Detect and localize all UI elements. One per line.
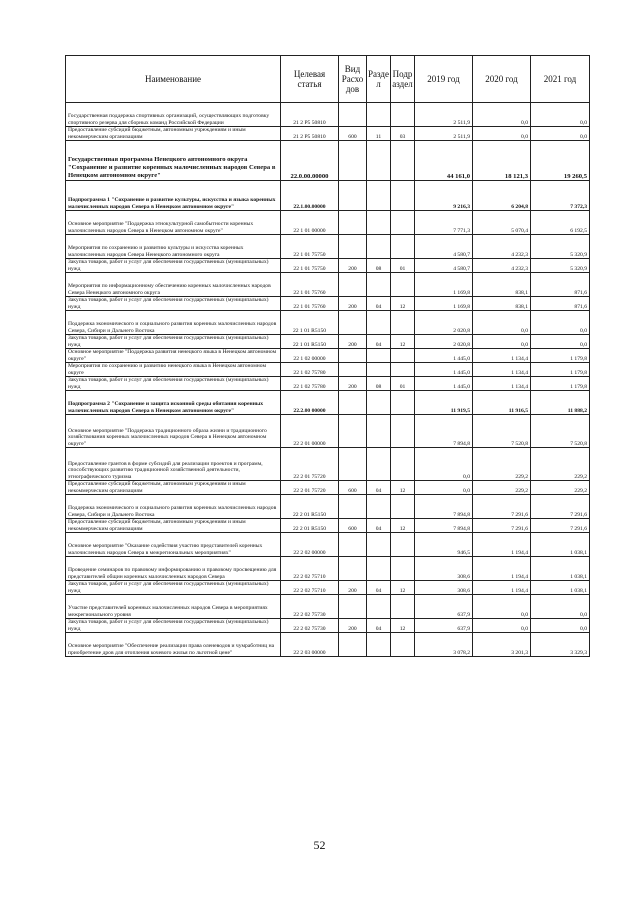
row-value-2019: 308,6 — [415, 581, 473, 595]
row-name: Мероприятия по сохранению и развитию культуры и искусства коренных малочисленных народов Севера Ненецкого автономного округа — [66, 235, 281, 259]
row-section — [367, 181, 391, 211]
table-row — [66, 141, 590, 181]
row-section — [367, 211, 391, 235]
row-value-2021: 229,2 — [531, 448, 590, 481]
row-target-article: 22 1 01 75750 — [281, 235, 339, 259]
row-name: Закупка товаров, работ и услуг для обеспечения государственных (муниципальных) нужд — [66, 581, 281, 595]
row-value-2019: 1 445,0 — [415, 349, 473, 363]
row-value-2019: 637,9 — [415, 619, 473, 633]
row-subsection: 12 — [391, 481, 415, 495]
table-row — [66, 581, 590, 595]
row-expense-type — [339, 495, 367, 519]
row-target-article: 22 1 01 75760 — [281, 273, 339, 297]
row-value-2020: 0,0 — [473, 127, 531, 141]
row-subsection: 01 — [391, 259, 415, 273]
row-expense-type — [339, 448, 367, 481]
table-row — [66, 311, 590, 335]
row-value-2021: 229,2 — [531, 481, 590, 495]
row-section — [367, 633, 391, 657]
row-subsection — [391, 448, 415, 481]
row-value-2019: 637,9 — [415, 595, 473, 619]
row-section — [367, 557, 391, 581]
row-value-2021: 7 520,8 — [531, 415, 590, 448]
row-value-2020: 1 134,4 — [473, 377, 531, 391]
table-row — [66, 495, 590, 519]
row-section: 11 — [367, 127, 391, 141]
row-value-2019: 4 580,7 — [415, 259, 473, 273]
table-row — [66, 127, 590, 141]
row-subsection — [391, 311, 415, 335]
row-value-2021: 871,6 — [531, 273, 590, 297]
row-value-2021: 0,0 — [531, 311, 590, 335]
row-target-article: 22 1 01 R5150 — [281, 311, 339, 335]
row-subsection: 12 — [391, 581, 415, 595]
row-name: Подпрограмма 2 "Сохранение и защита исконной среды обитания коренных малочисленных народов Севера в Ненецком автономном округе" — [66, 391, 281, 415]
row-subsection: 12 — [391, 619, 415, 633]
row-expense-type: 600 — [339, 127, 367, 141]
row-expense-type — [339, 533, 367, 557]
table-row — [66, 181, 590, 211]
table-row — [66, 619, 590, 633]
row-target-article: 22 2 01 75720 — [281, 481, 339, 495]
row-value-2019: 7 894,8 — [415, 415, 473, 448]
row-value-2020: 18 121,3 — [473, 141, 531, 181]
row-section — [367, 363, 391, 377]
row-subsection: 12 — [391, 519, 415, 533]
row-value-2021: 19 260,5 — [531, 141, 590, 181]
row-name: Основное мероприятие "Поддержка развития ненецкого языка в Ненецком автономном округе" — [66, 349, 281, 363]
row-value-2020: 1 194,4 — [473, 557, 531, 581]
row-expense-type — [339, 595, 367, 619]
row-target-article: 22 1 02 75780 — [281, 377, 339, 391]
row-target-article: 22 2 02 75710 — [281, 557, 339, 581]
row-value-2021: 1 179,8 — [531, 349, 590, 363]
row-value-2021: 1 038,1 — [531, 533, 590, 557]
row-name: Закупка товаров, работ и услуг для обеспечения государственных (муниципальных) нужд — [66, 259, 281, 273]
table-row — [66, 273, 590, 297]
header-target-article: Целевая статья — [281, 56, 339, 103]
row-value-2020: 6 204,8 — [473, 181, 531, 211]
row-target-article: 21 2 P5 50810 — [281, 103, 339, 127]
table-row — [66, 533, 590, 557]
table-row — [66, 557, 590, 581]
row-expense-type — [339, 415, 367, 448]
row-value-2020: 229,2 — [473, 448, 531, 481]
row-value-2020: 4 232,3 — [473, 235, 531, 259]
row-value-2021: 0,0 — [531, 595, 590, 619]
header-subsection: Подр аздел — [391, 56, 415, 103]
row-value-2021: 0,0 — [531, 619, 590, 633]
row-name: Основное мероприятие "Оказание содействия участию представителей коренных малочисленных народов Севера в межрегиональных мероприятиях" — [66, 533, 281, 557]
row-value-2020: 7 520,8 — [473, 415, 531, 448]
row-target-article: 22 2 02 75730 — [281, 595, 339, 619]
row-value-2020: 1 134,4 — [473, 349, 531, 363]
row-name: Поддержка экономического и социального развития коренных малочисленных народов Севера, Сибири и Дальнего Востока — [66, 311, 281, 335]
budget-table — [65, 55, 590, 657]
row-expense-type — [339, 141, 367, 181]
table-row — [66, 259, 590, 273]
table-row — [66, 633, 590, 657]
row-target-article: 22 1 01 75750 — [281, 259, 339, 273]
row-target-article: 22 2 02 75710 — [281, 581, 339, 595]
table-row — [66, 415, 590, 448]
row-section: 04 — [367, 519, 391, 533]
table-row — [66, 481, 590, 495]
row-value-2019: 3 078,2 — [415, 633, 473, 657]
row-section — [367, 495, 391, 519]
row-subsection — [391, 391, 415, 415]
row-subsection — [391, 141, 415, 181]
row-value-2021: 6 192,5 — [531, 211, 590, 235]
header-year-2019: 2019 год — [415, 56, 473, 103]
row-name: Предоставление субсидий бюджетным, автономным учреждениям и иным некоммерческим организациям — [66, 519, 281, 533]
row-expense-type — [339, 103, 367, 127]
row-target-article: 22 2 02 00000 — [281, 533, 339, 557]
row-target-article: 22 2 01 75720 — [281, 448, 339, 481]
row-expense-type — [339, 181, 367, 211]
row-name: Государственная поддержка спортивных организаций, осуществляющих подготовку спортивного резерва для сборных команд Российской Федерации — [66, 103, 281, 127]
row-section: 04 — [367, 619, 391, 633]
row-expense-type: 600 — [339, 481, 367, 495]
header-section: Разде л — [367, 56, 391, 103]
row-value-2019: 7 771,3 — [415, 211, 473, 235]
row-subsection: 03 — [391, 127, 415, 141]
row-value-2021: 0,0 — [531, 103, 590, 127]
row-name: Государственная программа Ненецкого автономного округа "Сохранение и развитие коренных малочисленных народов Севера в Ненецком автономном округе" — [66, 141, 281, 181]
row-value-2020: 0,0 — [473, 311, 531, 335]
table-row — [66, 519, 590, 533]
row-name: Предоставление субсидий бюджетным, автономным учреждениям и иным некоммерческим организациям — [66, 481, 281, 495]
row-name: Закупка товаров, работ и услуг для обеспечения государственных (муниципальных) нужд — [66, 297, 281, 311]
row-target-article: 22.2.00 00000 — [281, 391, 339, 415]
row-name: Участие представителей коренных малочисленных народов Севера в мероприятиях межрегионального уровня — [66, 595, 281, 619]
row-section — [367, 235, 391, 259]
row-value-2021: 1 179,8 — [531, 377, 590, 391]
row-value-2021: 5 320,9 — [531, 259, 590, 273]
row-value-2021: 11 888,2 — [531, 391, 590, 415]
row-value-2019: 0,0 — [415, 481, 473, 495]
table-row — [66, 391, 590, 415]
row-value-2020: 3 201,3 — [473, 633, 531, 657]
row-section — [367, 533, 391, 557]
row-value-2019: 1 169,8 — [415, 273, 473, 297]
row-subsection — [391, 595, 415, 619]
row-section — [367, 415, 391, 448]
row-value-2021: 7 291,6 — [531, 519, 590, 533]
row-target-article: 22 1 02 00000 — [281, 349, 339, 363]
row-subsection — [391, 533, 415, 557]
row-section: 08 — [367, 377, 391, 391]
row-value-2019: 44 161,0 — [415, 141, 473, 181]
row-value-2019: 4 580,7 — [415, 235, 473, 259]
row-section — [367, 391, 391, 415]
row-value-2021: 3 329,3 — [531, 633, 590, 657]
row-value-2020: 0,0 — [473, 103, 531, 127]
row-value-2019: 1 445,0 — [415, 377, 473, 391]
row-value-2020: 5 070,4 — [473, 211, 531, 235]
row-section: 04 — [367, 335, 391, 349]
row-value-2021: 0,0 — [531, 127, 590, 141]
header-year-2020: 2020 год — [473, 56, 531, 103]
table-row — [66, 235, 590, 259]
row-expense-type — [339, 557, 367, 581]
row-subsection — [391, 363, 415, 377]
row-value-2020: 0,0 — [473, 595, 531, 619]
row-value-2020: 1 194,4 — [473, 533, 531, 557]
row-target-article: 22 1 02 75780 — [281, 363, 339, 377]
row-expense-type — [339, 211, 367, 235]
row-target-article: 22 1 01 75760 — [281, 297, 339, 311]
row-value-2020: 1 194,4 — [473, 581, 531, 595]
row-section — [367, 448, 391, 481]
row-name: Основное мероприятие "Поддержка этнокультурной самобытности коренных малочисленных народов Севера в Ненецком автономном округе" — [66, 211, 281, 235]
row-target-article: 22 1 01 R5150 — [281, 335, 339, 349]
row-value-2019: 2 511,9 — [415, 103, 473, 127]
row-value-2019: 7 894,8 — [415, 519, 473, 533]
row-expense-type: 600 — [339, 519, 367, 533]
row-expense-type: 200 — [339, 297, 367, 311]
row-target-article: 22 2 01 00000 — [281, 415, 339, 448]
row-value-2019: 1 169,8 — [415, 297, 473, 311]
row-expense-type: 200 — [339, 377, 367, 391]
row-expense-type: 200 — [339, 619, 367, 633]
row-subsection — [391, 495, 415, 519]
row-subsection — [391, 181, 415, 211]
table-row — [66, 297, 590, 311]
row-name: Закупка товаров, работ и услуг для обеспечения государственных (муниципальных) нужд — [66, 335, 281, 349]
row-value-2020: 838,1 — [473, 273, 531, 297]
row-name: Проведение семинаров по правовому информированию и правовому просвещению для представителей общин коренных малочисленных народов Севера — [66, 557, 281, 581]
table-row — [66, 335, 590, 349]
row-target-article: 22 1 01 00000 — [281, 211, 339, 235]
header-expense-type: Вид Расхо дов — [339, 56, 367, 103]
table-row — [66, 363, 590, 377]
row-value-2019: 308,6 — [415, 557, 473, 581]
row-section — [367, 349, 391, 363]
table-body — [66, 103, 590, 657]
row-subsection — [391, 103, 415, 127]
table-row — [66, 448, 590, 481]
row-expense-type — [339, 311, 367, 335]
row-target-article: 22 2 02 75730 — [281, 619, 339, 633]
row-expense-type — [339, 235, 367, 259]
row-value-2021: 7 291,6 — [531, 495, 590, 519]
row-name: Поддержка экономического и социального развития коренных малочисленных народов Севера, Сибири и Дальнего Востока — [66, 495, 281, 519]
table-row — [66, 211, 590, 235]
row-expense-type — [339, 363, 367, 377]
row-value-2020: 4 232,3 — [473, 259, 531, 273]
row-subsection — [391, 273, 415, 297]
row-name: Основное мероприятие "Обеспечение реализации права оленеводов и чумработниц на приобретение дров для отопления кочевого жилья по льготной цене" — [66, 633, 281, 657]
row-subsection: 01 — [391, 377, 415, 391]
row-section — [367, 595, 391, 619]
row-subsection — [391, 415, 415, 448]
row-target-article: 22 2 01 R5150 — [281, 495, 339, 519]
row-subsection — [391, 633, 415, 657]
row-name: Предоставление грантов в форме субсидий для реализации проектов и программ, способствующих развитию традиционной хозяйственной деятельности, этнографического туризма — [66, 448, 281, 481]
row-value-2021: 871,6 — [531, 297, 590, 311]
row-value-2020: 0,0 — [473, 619, 531, 633]
table-row — [66, 377, 590, 391]
row-value-2019: 0,0 — [415, 448, 473, 481]
row-subsection: 12 — [391, 297, 415, 311]
row-subsection — [391, 211, 415, 235]
row-value-2020: 229,2 — [473, 481, 531, 495]
row-value-2020: 1 134,4 — [473, 363, 531, 377]
row-expense-type: 200 — [339, 581, 367, 595]
row-section — [367, 311, 391, 335]
table-row — [66, 349, 590, 363]
row-expense-type: 200 — [339, 259, 367, 273]
row-name: Закупка товаров, работ и услуг для обеспечения государственных (муниципальных) нужд — [66, 619, 281, 633]
row-value-2019: 946,5 — [415, 533, 473, 557]
row-value-2021: 1 038,1 — [531, 557, 590, 581]
row-value-2021: 5 320,9 — [531, 235, 590, 259]
row-value-2019: 2 020,8 — [415, 335, 473, 349]
header-year-2021: 2021 год — [531, 56, 590, 103]
row-target-article: 22.1.00.00000 — [281, 181, 339, 211]
row-subsection — [391, 557, 415, 581]
row-name: Основное мероприятие "Поддержка традиционного образа жизни и традиционного хозяйствования коренных малочисленных народов Севера в Ненецком автономном округе" — [66, 415, 281, 448]
row-value-2021: 1 038,1 — [531, 581, 590, 595]
row-name: Подпрограмма 1 "Сохранение и развитие культуры, искусства и языка коренных малочисленных народов Севера в Ненецком автономном округе" — [66, 181, 281, 211]
table-row — [66, 595, 590, 619]
row-value-2019: 2 020,8 — [415, 311, 473, 335]
row-section: 04 — [367, 297, 391, 311]
row-section: 08 — [367, 259, 391, 273]
row-value-2020: 838,1 — [473, 297, 531, 311]
row-value-2019: 7 894,8 — [415, 495, 473, 519]
row-target-article: 22 2 03 00000 — [281, 633, 339, 657]
row-expense-type: 200 — [339, 335, 367, 349]
row-expense-type — [339, 273, 367, 297]
row-name: Мероприятия по сохранению и развитию ненецкого языка в Ненецком автономном округе — [66, 363, 281, 377]
row-subsection: 12 — [391, 335, 415, 349]
row-value-2020: 0,0 — [473, 335, 531, 349]
header-name: Наименование — [66, 56, 281, 103]
table-header-row — [66, 56, 590, 103]
page-number: 52 — [313, 838, 326, 852]
row-value-2019: 11 919,5 — [415, 391, 473, 415]
row-value-2021: 1 179,8 — [531, 363, 590, 377]
row-value-2020: 7 291,6 — [473, 519, 531, 533]
row-section — [367, 103, 391, 127]
row-expense-type — [339, 349, 367, 363]
row-value-2019: 2 511,9 — [415, 127, 473, 141]
row-section — [367, 273, 391, 297]
row-expense-type — [339, 633, 367, 657]
row-name: Предоставление субсидий бюджетным, автономным учреждениям и иным некоммерческим организациям — [66, 127, 281, 141]
row-subsection — [391, 235, 415, 259]
row-subsection — [391, 349, 415, 363]
row-name: Закупка товаров, работ и услуг для обеспечения государственных (муниципальных) нужд — [66, 377, 281, 391]
table-row — [66, 103, 590, 127]
row-section: 04 — [367, 581, 391, 595]
row-value-2020: 7 291,6 — [473, 495, 531, 519]
row-section: 04 — [367, 481, 391, 495]
row-target-article: 22 2 01 R5150 — [281, 519, 339, 533]
row-value-2021: 0,0 — [531, 335, 590, 349]
row-expense-type — [339, 391, 367, 415]
row-section — [367, 141, 391, 181]
row-value-2019: 9 216,3 — [415, 181, 473, 211]
row-target-article: 22.0.00.00000 — [281, 141, 339, 181]
row-value-2021: 7 372,3 — [531, 181, 590, 211]
row-value-2020: 11 916,5 — [473, 391, 531, 415]
row-target-article: 21 2 P5 50810 — [281, 127, 339, 141]
row-name: Мероприятия по информационному обеспечению коренных малочисленных народов Севера Ненецкого автономного округа — [66, 273, 281, 297]
row-value-2019: 1 445,0 — [415, 363, 473, 377]
